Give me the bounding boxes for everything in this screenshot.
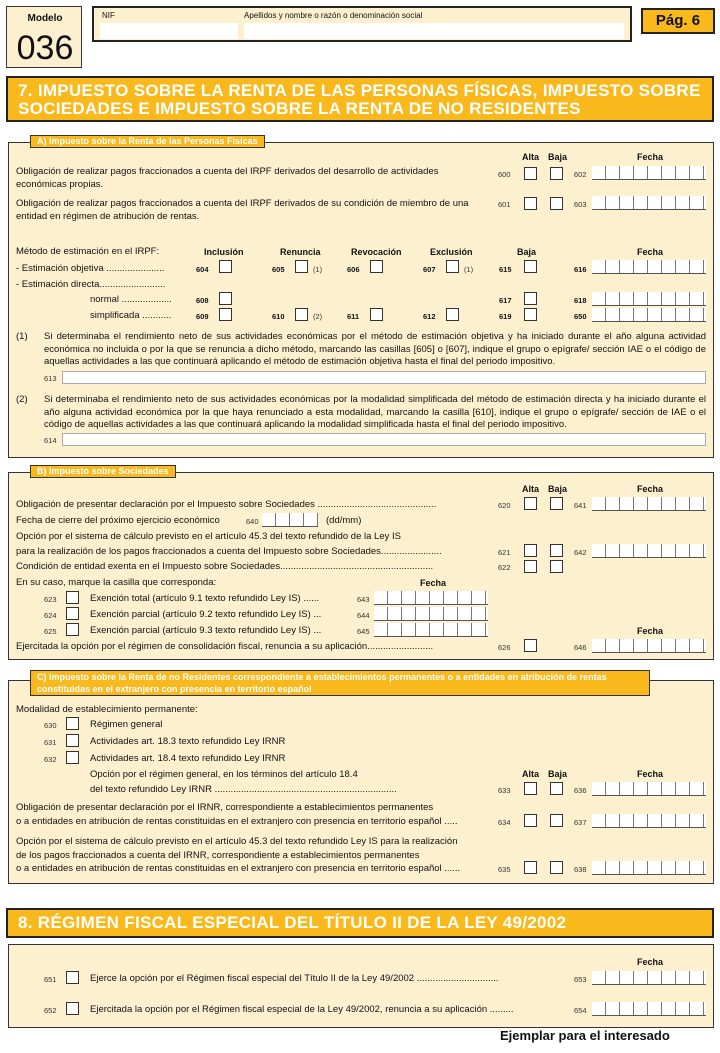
checkbox-608[interactable] bbox=[219, 292, 232, 305]
checkbox-626[interactable] bbox=[524, 639, 537, 652]
box-num-654: 654 bbox=[574, 1006, 587, 1015]
checkbox-652[interactable] bbox=[66, 1002, 79, 1015]
checkbox-617[interactable] bbox=[524, 292, 537, 305]
checkbox-619[interactable] bbox=[524, 308, 537, 321]
date-645[interactable] bbox=[374, 623, 488, 637]
date-646[interactable] bbox=[592, 639, 706, 653]
checkbox-625[interactable] bbox=[66, 623, 79, 636]
regimen-general-text: Régimen general bbox=[90, 719, 163, 730]
modelo-label: Modelo bbox=[27, 13, 63, 24]
is-obligacion-text: Obligación de presentar declaración por el Impuesto sobre Sociedades ............................................. bbox=[16, 499, 437, 510]
ley49-renuncia-text: Ejercitada la opción por el Régimen fiscal especial de la Ley 49/2002, renuncia a su aplicación ......... bbox=[90, 1004, 514, 1015]
col-fecha: Fecha bbox=[637, 152, 664, 162]
checkbox-624[interactable] bbox=[66, 607, 79, 620]
box-num-643: 643 bbox=[357, 595, 370, 604]
box-num-644: 644 bbox=[357, 611, 370, 620]
opcion-453-text-a: Opción por el sistema de cálculo previsto en el artículo 45.3 del texto refundido de la Ley IS bbox=[16, 531, 401, 542]
box-num-612: 612 bbox=[423, 312, 436, 321]
box-num-613: 613 bbox=[44, 374, 57, 383]
marque-casilla-text: En su caso, marque la casilla que corresponda: bbox=[16, 577, 217, 588]
irpf-row1-text: Obligación de realizar pagos fraccionados a cuenta del IRPF derivados del desarrollo de actividades económicas propias. bbox=[16, 166, 439, 190]
nif-field[interactable] bbox=[100, 23, 238, 39]
checkbox-611[interactable] bbox=[370, 308, 383, 321]
name-field[interactable] bbox=[244, 23, 624, 39]
box-num-607: 607 bbox=[423, 265, 436, 274]
box-num-630: 630 bbox=[44, 721, 57, 730]
box-num-650: 650 bbox=[574, 312, 587, 321]
checkbox-baja-633[interactable] bbox=[550, 782, 563, 795]
date-650[interactable] bbox=[592, 308, 706, 322]
date-636[interactable] bbox=[592, 782, 706, 796]
checkbox-baja-1[interactable] bbox=[550, 167, 563, 180]
entidad-exenta-text: Condición de entidad exenta en el Impuesto sobre Sociedades.......................................................... bbox=[16, 561, 434, 572]
box-num-614: 614 bbox=[44, 436, 57, 445]
irnr-pagos-a: Opción por el sistema de cálculo previsto en el artículo 45.3 del texto refundido Ley IS para la realización bbox=[16, 836, 458, 847]
date-637[interactable] bbox=[592, 814, 706, 828]
box-num-620: 620 bbox=[498, 501, 511, 510]
estimacion-objetiva: - Estimación objetiva ...................... bbox=[16, 263, 165, 274]
col-fecha-consolidacion: Fecha bbox=[637, 626, 664, 636]
col-exclusion: Exclusión bbox=[430, 247, 473, 257]
col-fecha-8: Fecha bbox=[637, 957, 664, 967]
box-num-622: 622 bbox=[498, 563, 511, 572]
directa-simplificada: simplificada ........... bbox=[90, 310, 172, 321]
irnr-pagos-c: o a entidades en atribución de rentas constituidas en el extranjero con presencia en territorio español ...... bbox=[16, 863, 461, 874]
opcion-regimen-general-b: del texto refundido Ley IRNR ..................................................................... bbox=[90, 784, 397, 795]
modelo-box bbox=[6, 6, 82, 68]
box-num-642: 642 bbox=[574, 548, 587, 557]
box-num-606: 606 bbox=[347, 265, 360, 274]
col-revocacion: Revocación bbox=[351, 247, 402, 257]
checkbox-baja-2[interactable] bbox=[550, 197, 563, 210]
box-num-652: 652 bbox=[44, 1006, 57, 1015]
box-num-615: 615 bbox=[499, 265, 512, 274]
irnr-obligacion-a: Obligación de presentar declaración por el IRNR, correspondiente a establecimientos permanentes bbox=[16, 802, 434, 813]
col-alta: Alta bbox=[522, 152, 540, 162]
checkbox-633[interactable] bbox=[524, 782, 537, 795]
box-num-641: 641 bbox=[574, 501, 587, 510]
checkbox-600[interactable] bbox=[524, 167, 537, 180]
box-num-600: 600 bbox=[498, 170, 511, 179]
box-num-637: 637 bbox=[574, 818, 587, 827]
metodo-label: Método de estimación en el IRPF: bbox=[16, 246, 160, 257]
irpf-row2-text: Obligación de realizar pagos fraccionados a cuenta del IRPF derivados de su condición de miembro de una entidad en régimen de atribución de rentas. bbox=[16, 198, 469, 222]
checkbox-604[interactable] bbox=[219, 260, 232, 273]
checkbox-605[interactable] bbox=[295, 260, 308, 273]
box-num-626: 626 bbox=[498, 643, 511, 652]
field-613[interactable] bbox=[62, 371, 706, 384]
date-641[interactable] bbox=[592, 497, 706, 511]
modalidad-label: Modalidad de establecimiento permanente: bbox=[16, 704, 198, 715]
checkbox-635[interactable] bbox=[524, 861, 537, 874]
col-alta-b: Alta bbox=[522, 484, 540, 494]
box-num-632: 632 bbox=[44, 755, 57, 764]
section7-number: 7. bbox=[18, 81, 33, 100]
box-num-604: 604 bbox=[196, 265, 209, 274]
box-num-653: 653 bbox=[574, 975, 587, 984]
exencion-parcial-93-text: Exención parcial (artículo 9.3 texto refundido Ley IS) ... bbox=[90, 625, 322, 636]
box-num-625: 625 bbox=[44, 627, 57, 636]
box-num-631: 631 bbox=[44, 738, 57, 747]
col-baja-b: Baja bbox=[548, 484, 568, 494]
box-num-651: 651 bbox=[44, 975, 57, 984]
checkbox-634[interactable] bbox=[524, 814, 537, 827]
field-614[interactable] bbox=[62, 433, 706, 446]
ddmm-hint: (dd/mm) bbox=[326, 515, 362, 526]
note2-number: (2) bbox=[16, 394, 28, 405]
col-fecha-c: Fecha bbox=[637, 769, 664, 779]
opcion-453-text-b: para la realización de los pagos fraccionados a cuenta del Impuesto sobre Sociedades....................... bbox=[16, 546, 442, 557]
box-num-646: 646 bbox=[574, 643, 587, 652]
checkbox-612[interactable] bbox=[446, 308, 459, 321]
directa-normal: normal ................... bbox=[90, 294, 172, 305]
box-num-645: 645 bbox=[357, 627, 370, 636]
irnr-pagos-b: de los pagos fraccionados a cuenta del IRNR, correspondiente a establecimientos permanentes bbox=[16, 850, 420, 861]
box-num-640: 640 bbox=[246, 517, 259, 526]
checkbox-610[interactable] bbox=[295, 308, 308, 321]
panel-sociedades-tab: B) Impuesto sobre Sociedades bbox=[30, 465, 176, 478]
note-ref-1a: (1) bbox=[313, 265, 323, 274]
checkbox-623[interactable] bbox=[66, 591, 79, 604]
exencion-total-text: Exención total (artículo 9.1 texto refundido Ley IS) ...... bbox=[90, 593, 320, 604]
col-alta-c: Alta bbox=[522, 769, 540, 779]
col-fecha-b: Fecha bbox=[637, 484, 664, 494]
section8-title: 8. RÉGIMEN FISCAL ESPECIAL DEL TÍTULO II DE LA LEY 49/2002 bbox=[6, 908, 714, 938]
box-num-638: 638 bbox=[574, 865, 587, 874]
checkbox-631[interactable] bbox=[66, 734, 79, 747]
checkbox-609[interactable] bbox=[219, 308, 232, 321]
box-num-621: 621 bbox=[498, 548, 511, 557]
checkbox-621[interactable] bbox=[524, 544, 537, 557]
note-ref-2: (2) bbox=[313, 312, 323, 321]
box-num-610: 610 bbox=[272, 312, 285, 321]
note2-text: Si determinaba el rendimiento neto de sus actividades económicas por la modalidad simplificada del método de estimación directa y ha iniciado durante el año alguna actividad económica por la que haya renunciado a esta modalidad, marcando la casilla [610], indique el grupo o epígrafe/ sección de IAE o el código de aquellas actividades a las que continuará aplicando la modalidad simplificada hasta el final del periodo impositivo. bbox=[44, 394, 706, 430]
ley49-ejerce-text: Ejerce la opción por el Régimen fiscal especial del Título II de la Ley 49/2002 ............................... bbox=[90, 973, 499, 984]
col-fecha-exencion: Fecha bbox=[420, 578, 447, 588]
date-618[interactable] bbox=[592, 292, 706, 306]
footer-ejemplar: Ejemplar para el interesado bbox=[500, 1028, 670, 1043]
note-ref-1b: (1) bbox=[464, 265, 474, 274]
section7-title bbox=[6, 76, 714, 122]
taxpayer-id-box bbox=[92, 6, 632, 42]
col-fecha-metodo: Fecha bbox=[637, 247, 664, 257]
section7-title-text: IMPUESTO SOBRE LA RENTA DE LAS PERSONAS FÍSICAS, IMPUESTO SOBRE SOCIEDADES E IMPUESTO SOBRE LA RENTA DE NO RESIDENTES bbox=[18, 81, 701, 118]
box-num-617: 617 bbox=[499, 296, 512, 305]
box-num-633: 633 bbox=[498, 786, 511, 795]
actividades-183-text: Actividades art. 18.3 texto refundido Ley IRNR bbox=[90, 736, 286, 747]
name-label: Apellidos y nombre o razón o denominación social bbox=[244, 11, 423, 20]
checkbox-baja-622[interactable] bbox=[550, 560, 563, 573]
checkbox-651[interactable] bbox=[66, 971, 79, 984]
box-num-618: 618 bbox=[574, 296, 587, 305]
panel-irnr-tab: C) Impuesto sobre la Renta de no Residentes correspondiente a establecimientos permanentes o a entidades en atribución de rentas constituidas en el extranjero con presencia en territorio español bbox=[30, 670, 650, 696]
box-num-605: 605 bbox=[272, 265, 285, 274]
opcion-regimen-general-a: Opción por el régimen general, en los términos del artículo 18.4 bbox=[90, 769, 358, 780]
box-num-608: 608 bbox=[196, 296, 209, 305]
date-653[interactable] bbox=[592, 971, 706, 985]
consolidacion-text: Ejercitada la opción por el régimen de consolidación fiscal, renuncia a su aplicación......................... bbox=[16, 641, 434, 652]
checkbox-630[interactable] bbox=[66, 717, 79, 730]
date-654[interactable] bbox=[592, 1002, 706, 1016]
date-640[interactable] bbox=[262, 513, 318, 527]
box-num-636: 636 bbox=[574, 786, 587, 795]
checkbox-601[interactable] bbox=[524, 197, 537, 210]
checkbox-606[interactable] bbox=[370, 260, 383, 273]
date-643[interactable] bbox=[374, 591, 488, 605]
fecha-cierre-text: Fecha de cierre del próximo ejercicio económico bbox=[16, 515, 220, 526]
box-num-624: 624 bbox=[44, 611, 57, 620]
page-number: Pág. 6 bbox=[641, 8, 715, 34]
col-inclusion: Inclusión bbox=[204, 247, 244, 257]
box-num-609: 609 bbox=[196, 312, 209, 321]
date-638[interactable] bbox=[592, 861, 706, 875]
checkbox-620[interactable] bbox=[524, 497, 537, 510]
checkbox-baja-621[interactable] bbox=[550, 544, 563, 557]
estimacion-directa: - Estimación directa......................... bbox=[16, 279, 166, 290]
panel-irpf-tab: A) Impuesto sobre la Renta de las Personas Físicas bbox=[30, 135, 265, 148]
col-baja: Baja bbox=[548, 152, 568, 162]
date-603[interactable] bbox=[592, 196, 706, 210]
checkbox-baja-635[interactable] bbox=[550, 861, 563, 874]
box-num-619: 619 bbox=[499, 312, 512, 321]
modelo-number: 036 bbox=[16, 29, 74, 67]
box-num-634: 634 bbox=[498, 818, 511, 827]
box-num-616: 616 bbox=[574, 265, 587, 274]
checkbox-615[interactable] bbox=[524, 260, 537, 273]
box-num-623: 623 bbox=[44, 595, 57, 604]
note1-text: Si determinaba el rendimiento neto de sus actividades económicas por el método de estimación objetiva y ha iniciado durante el año alguna actividad económica no incluida o por la que se renuncia a dicho método, marcando las casillas [605] o [607], indique el grupo o epígrafe/ sección IAE o el código de aquellas actividades a las que continuará aplicando el método de estimación objetiva hasta el final del periodo impositivo. bbox=[44, 331, 706, 367]
actividades-184-text: Actividades art. 18.4 texto refundido Ley IRNR bbox=[90, 753, 286, 764]
nif-label: NIF bbox=[102, 11, 115, 20]
checkbox-622[interactable] bbox=[524, 560, 537, 573]
checkbox-baja-620[interactable] bbox=[550, 497, 563, 510]
col-baja-c: Baja bbox=[548, 769, 568, 779]
checkbox-632[interactable] bbox=[66, 751, 79, 764]
box-num-601: 601 bbox=[498, 200, 511, 209]
col-renuncia: Renuncia bbox=[280, 247, 321, 257]
checkbox-baja-634[interactable] bbox=[550, 814, 563, 827]
col-baja-metodo: Baja bbox=[517, 247, 537, 257]
box-num-611: 611 bbox=[347, 312, 360, 321]
exencion-parcial-92-text: Exención parcial (artículo 9.2 texto refundido Ley IS) ... bbox=[90, 609, 322, 620]
date-616[interactable] bbox=[592, 260, 706, 274]
box-num-602: 602 bbox=[574, 170, 587, 179]
date-602[interactable] bbox=[592, 166, 706, 180]
checkbox-607[interactable] bbox=[446, 260, 459, 273]
box-num-603: 603 bbox=[574, 200, 587, 209]
irnr-obligacion-b: o a entidades en atribución de rentas constituidas en el extranjero con presencia en territorio español ..... bbox=[16, 816, 458, 827]
date-644[interactable] bbox=[374, 607, 488, 621]
date-642[interactable] bbox=[592, 544, 706, 558]
box-num-635: 635 bbox=[498, 865, 511, 874]
note1-number: (1) bbox=[16, 331, 28, 342]
